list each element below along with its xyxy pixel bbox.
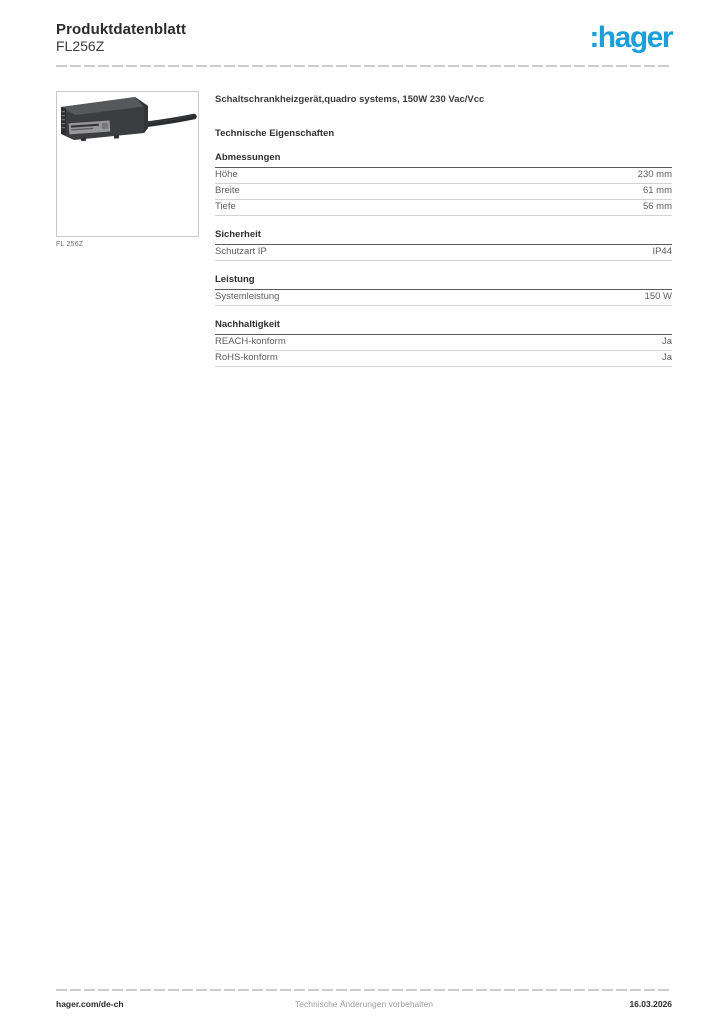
spec-column (215, 91, 672, 367)
table-row (215, 168, 672, 184)
product-code: FL256Z (56, 38, 105, 54)
row-label: Schutzart IP (215, 246, 267, 257)
section-sicherheit (215, 229, 672, 261)
row-value: 56 mm (642, 201, 672, 212)
row-label: Breite (215, 185, 240, 196)
table-row (215, 335, 672, 351)
table-row (215, 200, 672, 216)
row-label: REACH-konform (215, 336, 286, 347)
product-image-frame (56, 91, 199, 237)
section-abmessungen (215, 152, 672, 216)
footer (56, 989, 672, 1009)
section-leistung (215, 274, 672, 306)
table-row (215, 245, 672, 261)
section-nachhaltigkeit (215, 319, 672, 367)
image-caption: FL 256Z (56, 241, 84, 248)
row-value: IP44 (652, 246, 672, 257)
section-heading: Abmessungen (215, 152, 672, 168)
table-row (215, 184, 672, 200)
footer-date: 16.03.2026 (629, 999, 672, 1009)
row-label: Systemleistung (215, 291, 280, 302)
product-description: Schaltschrankheizgerät,quadro systems, 150W 230 Vac/Vcc (215, 94, 485, 105)
product-photo-heater-icon (57, 92, 198, 236)
row-value: Ja (661, 336, 672, 347)
title-block (56, 21, 186, 55)
row-label: Höhe (215, 169, 238, 180)
footer-website: hager.com/de-ch (56, 999, 124, 1009)
page-title: Produktdatenblatt (56, 21, 187, 38)
row-value: Ja (661, 352, 672, 363)
hager-logo: :hager (589, 21, 672, 54)
footer-divider (56, 989, 672, 991)
row-label: RoHS-konform (215, 352, 278, 363)
section-heading: Leistung (215, 274, 672, 290)
table-row (215, 290, 672, 306)
product-image-column (56, 91, 199, 248)
content (56, 91, 672, 367)
section-heading: Sicherheit (215, 229, 672, 245)
row-label: Tiefe (215, 201, 236, 212)
section-heading: Nachhaltigkeit (215, 319, 672, 335)
row-value: 61 mm (642, 185, 672, 196)
spec-title: Technische Eigenschaften (215, 128, 335, 139)
header-divider (56, 65, 672, 67)
header (56, 21, 672, 55)
footer-row (56, 999, 672, 1009)
row-value: 230 mm (637, 169, 672, 180)
table-row (215, 351, 672, 367)
footer-disclaimer: Technische Änderungen vorbehalten (295, 999, 433, 1009)
row-value: 150 W (644, 291, 672, 302)
